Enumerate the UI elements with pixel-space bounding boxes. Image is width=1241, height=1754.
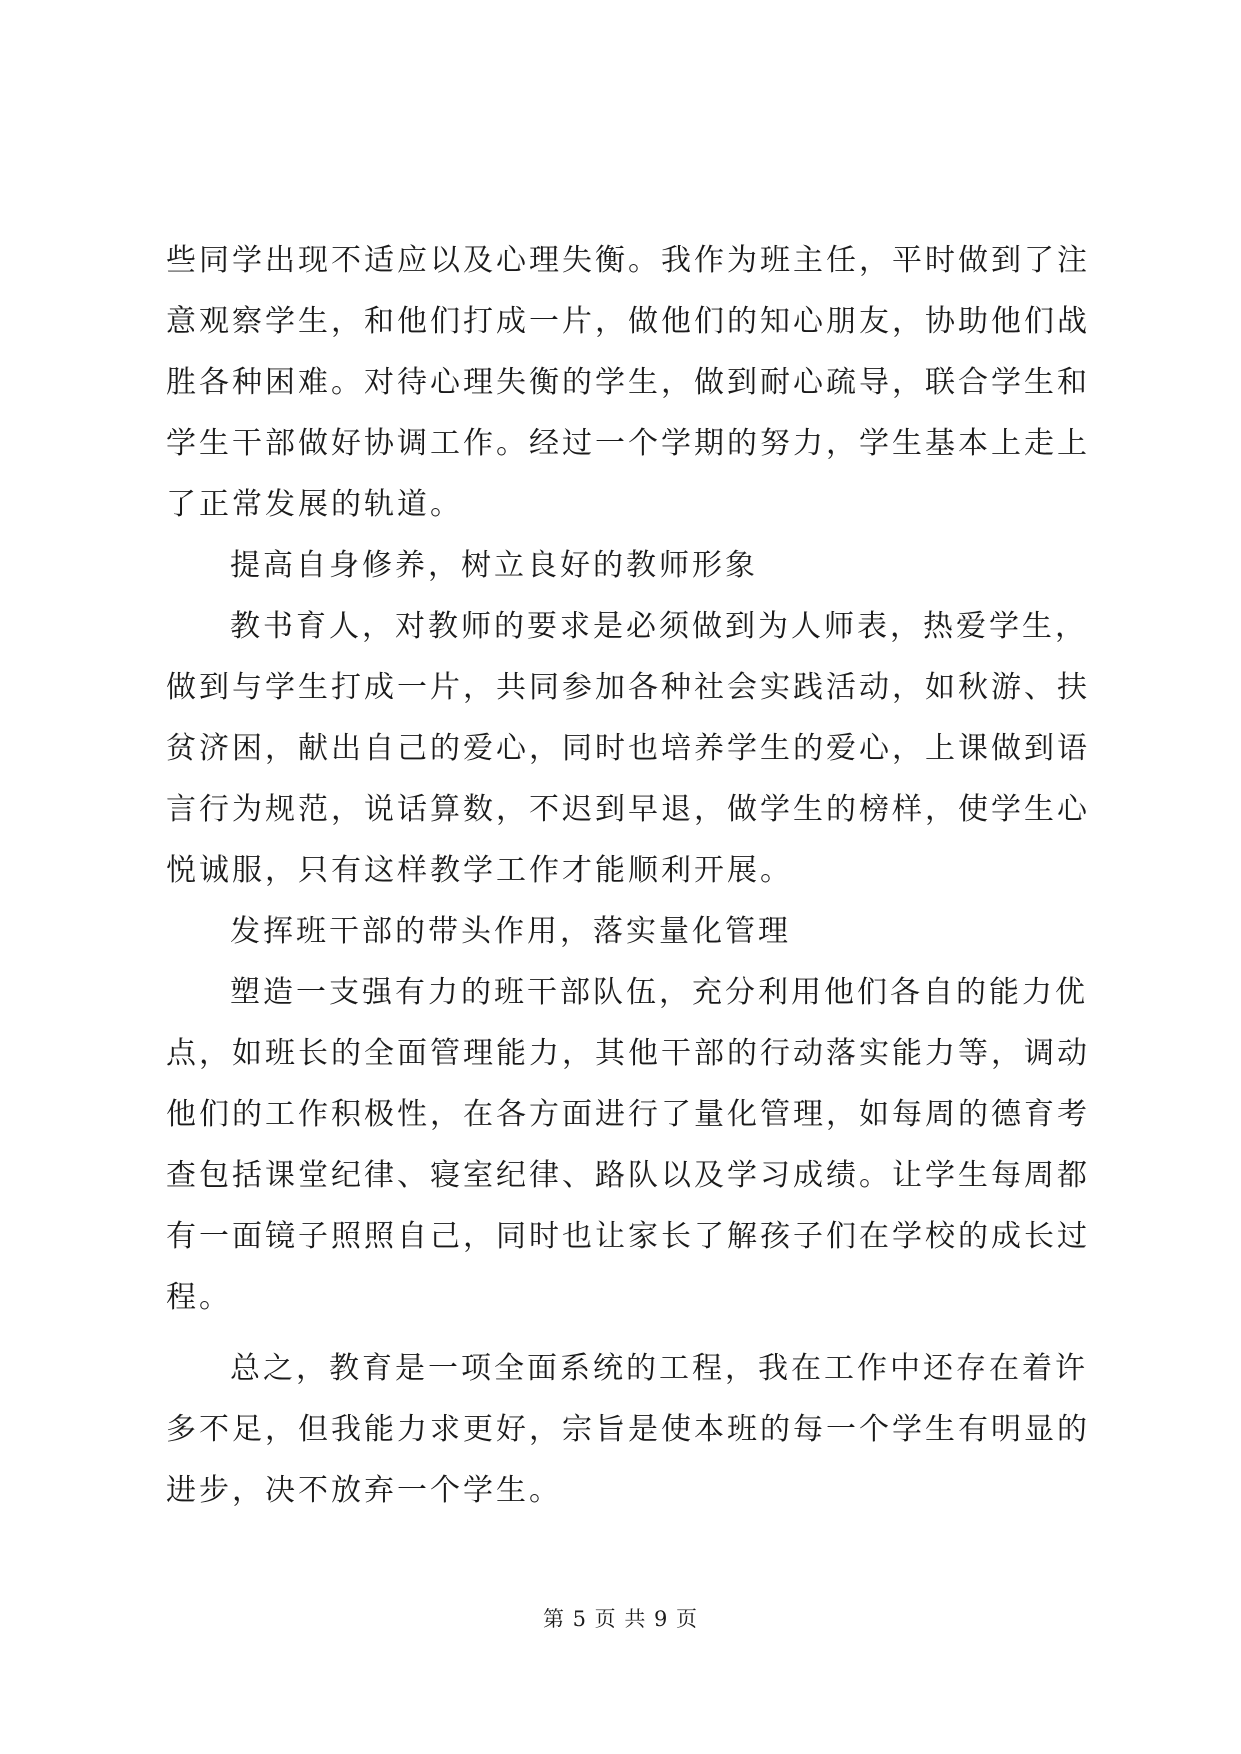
- paragraph-line: 意观察学生，和他们打成一片，做他们的知心朋友，协助他们战: [166, 304, 1090, 339]
- paragraph-line: 教书育人，对教师的要求是必须做到为人师表，热爱学生，: [230, 609, 1088, 644]
- paragraph-line: 悦诚服，只有这样教学工作才能顺利开展。: [166, 853, 793, 888]
- paragraph-line: 了正常发展的轨道。: [166, 487, 463, 522]
- document-body: [166, 230, 1090, 1521]
- paragraph-line: 进步，决不放弃一个学生。: [166, 1473, 562, 1508]
- paragraph-line: 贫济困，献出自己的爱心，同时也培养学生的爱心，上课做到语: [166, 731, 1090, 766]
- paragraph-line: 做到与学生打成一片，共同参加各种社会实践活动，如秋游、扶: [166, 670, 1090, 705]
- paragraph-line: 点，如班长的全面管理能力，其他干部的行动落实能力等，调动: [166, 1036, 1090, 1071]
- paragraph-line: 总之，教育是一项全面系统的工程，我在工作中还存在着许: [230, 1351, 1088, 1386]
- paragraph-line: 查包括课堂纪律、寝室纪律、路队以及学习成绩。让学生每周都: [166, 1158, 1090, 1193]
- page-number-footer: 第 5 页 共 9 页: [542, 1607, 699, 1631]
- paragraph-line: 学生干部做好协调工作。经过一个学期的努力，学生基本上走上: [166, 426, 1090, 461]
- paragraph-line: 他们的工作积极性，在各方面进行了量化管理，如每周的德育考: [166, 1097, 1090, 1132]
- section-heading: 提高自身修养，树立良好的教师形象: [230, 548, 758, 583]
- section-heading: 发挥班干部的带头作用，落实量化管理: [230, 914, 791, 949]
- paragraph-line: 有一面镜子照照自己，同时也让家长了解孩子们在学校的成长过: [166, 1219, 1090, 1254]
- paragraph-line: 些同学出现不适应以及心理失衡。我作为班主任，平时做到了注: [166, 243, 1090, 278]
- paragraph-line: 多不足，但我能力求更好，宗旨是使本班的每一个学生有明显的: [166, 1412, 1090, 1447]
- paragraph-line: 胜各种困难。对待心理失衡的学生，做到耐心疏导，联合学生和: [166, 365, 1090, 400]
- paragraph-line: 程。: [166, 1280, 232, 1315]
- paragraph-line: 塑造一支强有力的班干部队伍，充分利用他们各自的能力优: [230, 975, 1088, 1010]
- paragraph-spacer: [166, 1328, 1086, 1338]
- paragraph-line: 言行为规范，说话算数，不迟到早退，做学生的榜样，使学生心: [166, 792, 1090, 827]
